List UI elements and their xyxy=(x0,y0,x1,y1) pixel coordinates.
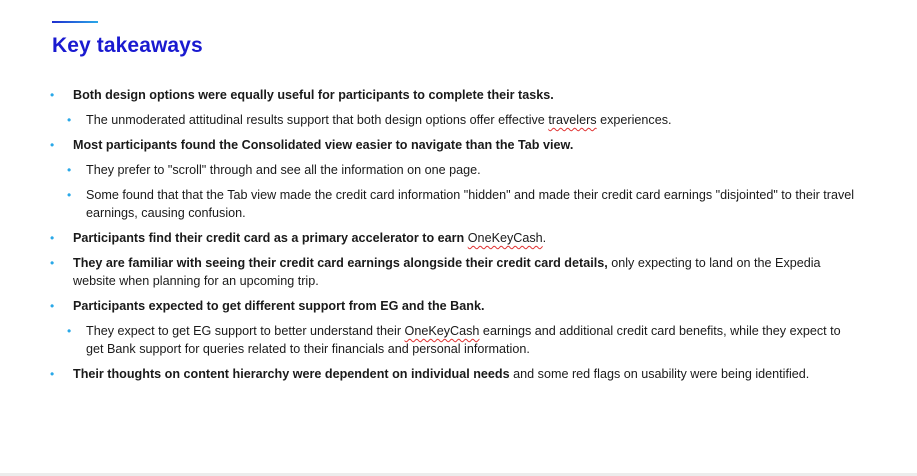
page-title: Key takeaways xyxy=(52,34,203,57)
item-text: . xyxy=(542,231,547,245)
takeaways-list xyxy=(50,86,860,390)
bullet-icon: • xyxy=(50,367,55,381)
item-text: experiences. xyxy=(596,113,672,127)
bullet-icon: • xyxy=(50,256,55,270)
item-text: Participants find their credit card as a primary accelerator to earn xyxy=(73,231,468,245)
item-text: Their thoughts on content hierarchy were dependent on individual needs xyxy=(73,367,510,381)
bullet-icon: • xyxy=(67,188,72,202)
list-item xyxy=(50,161,860,179)
item-text: The unmoderated attitudinal results support that both design options offer effective xyxy=(86,113,549,127)
list-item xyxy=(50,297,860,315)
bullet-icon: • xyxy=(67,113,72,127)
bullet-icon: • xyxy=(67,163,72,177)
bullet-icon: • xyxy=(50,231,55,245)
spellcheck-word: OneKeyCash xyxy=(467,231,543,245)
spellcheck-word: travelers xyxy=(548,113,597,127)
list-item xyxy=(50,136,860,154)
bullet-icon: • xyxy=(67,324,72,338)
bullet-icon: • xyxy=(50,88,55,102)
list-item xyxy=(50,186,860,222)
item-text: only expecting to land on the Expedia website when planning for an upcoming trip. xyxy=(73,256,821,288)
item-text: and some red flags on usability were being identified. xyxy=(509,367,810,381)
item-text: Some found that that the Tab view made the credit card information "hidden" and made their credit card earnings "disjointed" to their travel earnings, causing confusion. xyxy=(86,188,855,220)
bullet-icon: • xyxy=(50,299,55,313)
list-item xyxy=(50,86,860,104)
list-item xyxy=(50,111,860,129)
list-item xyxy=(50,322,860,358)
item-text: earnings and additional credit card benefits, while they expect to get Bank support for queries related to their financials and personal information. xyxy=(86,324,841,356)
item-text: They prefer to "scroll" through and see all the information on one page. xyxy=(86,163,481,177)
item-text: They expect to get EG support to better understand their xyxy=(86,324,405,338)
list-item xyxy=(50,254,860,290)
spellcheck-word: OneKeyCash xyxy=(404,324,480,338)
bullet-icon: • xyxy=(50,138,55,152)
item-text: Participants expected to get different support from EG and the Bank. xyxy=(73,299,485,313)
item-text: They are familiar with seeing their credit card earnings alongside their credit card details, xyxy=(73,256,608,270)
list-item xyxy=(50,365,860,383)
item-text: Both design options were equally useful for participants to complete their tasks. xyxy=(73,88,554,102)
title-accent-line xyxy=(52,21,98,23)
item-text: Most participants found the Consolidated view easier to navigate than the Tab view. xyxy=(73,138,574,152)
list-item xyxy=(50,229,860,247)
